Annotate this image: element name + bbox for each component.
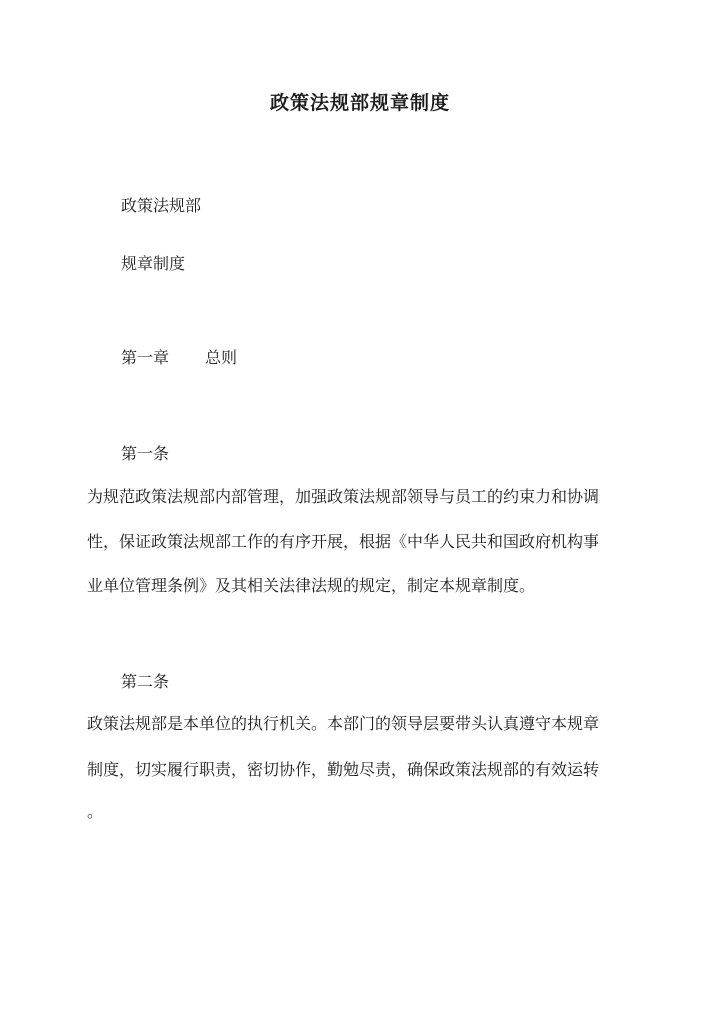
chapter-number: 第一章 xyxy=(121,348,170,367)
chapter-heading xyxy=(121,348,237,368)
header-line-department: 政策法规部 xyxy=(121,196,202,215)
article-2-line: 制度，切实履行职责，密切协作，勤勉尽责，确保政策法规部的有效运转 xyxy=(87,760,600,779)
article-1-line: 性，保证政策法规部工作的有序开展，根据《中华人民共和国政府机构事 xyxy=(87,532,600,551)
article-2-heading: 第二条 xyxy=(121,672,170,691)
article-1-heading: 第一条 xyxy=(121,444,170,463)
article-1-line: 为规范政策法规部内部管理，加强政策法规部领导与员工的约束力和协调 xyxy=(87,487,600,506)
article-2-line: 。 xyxy=(87,802,104,821)
article-1-line: 业单位管理条例》及其相关法律法规的规定，制定本规章制度。 xyxy=(87,576,536,595)
header-line-regulations: 规章制度 xyxy=(121,254,186,273)
chapter-name: 总则 xyxy=(205,348,238,367)
article-2-line: 政策法规部是本单位的执行机关。本部门的领导层要带头认真遵守本规章 xyxy=(87,714,600,733)
document-title: 政策法规部规章制度 xyxy=(269,92,450,114)
